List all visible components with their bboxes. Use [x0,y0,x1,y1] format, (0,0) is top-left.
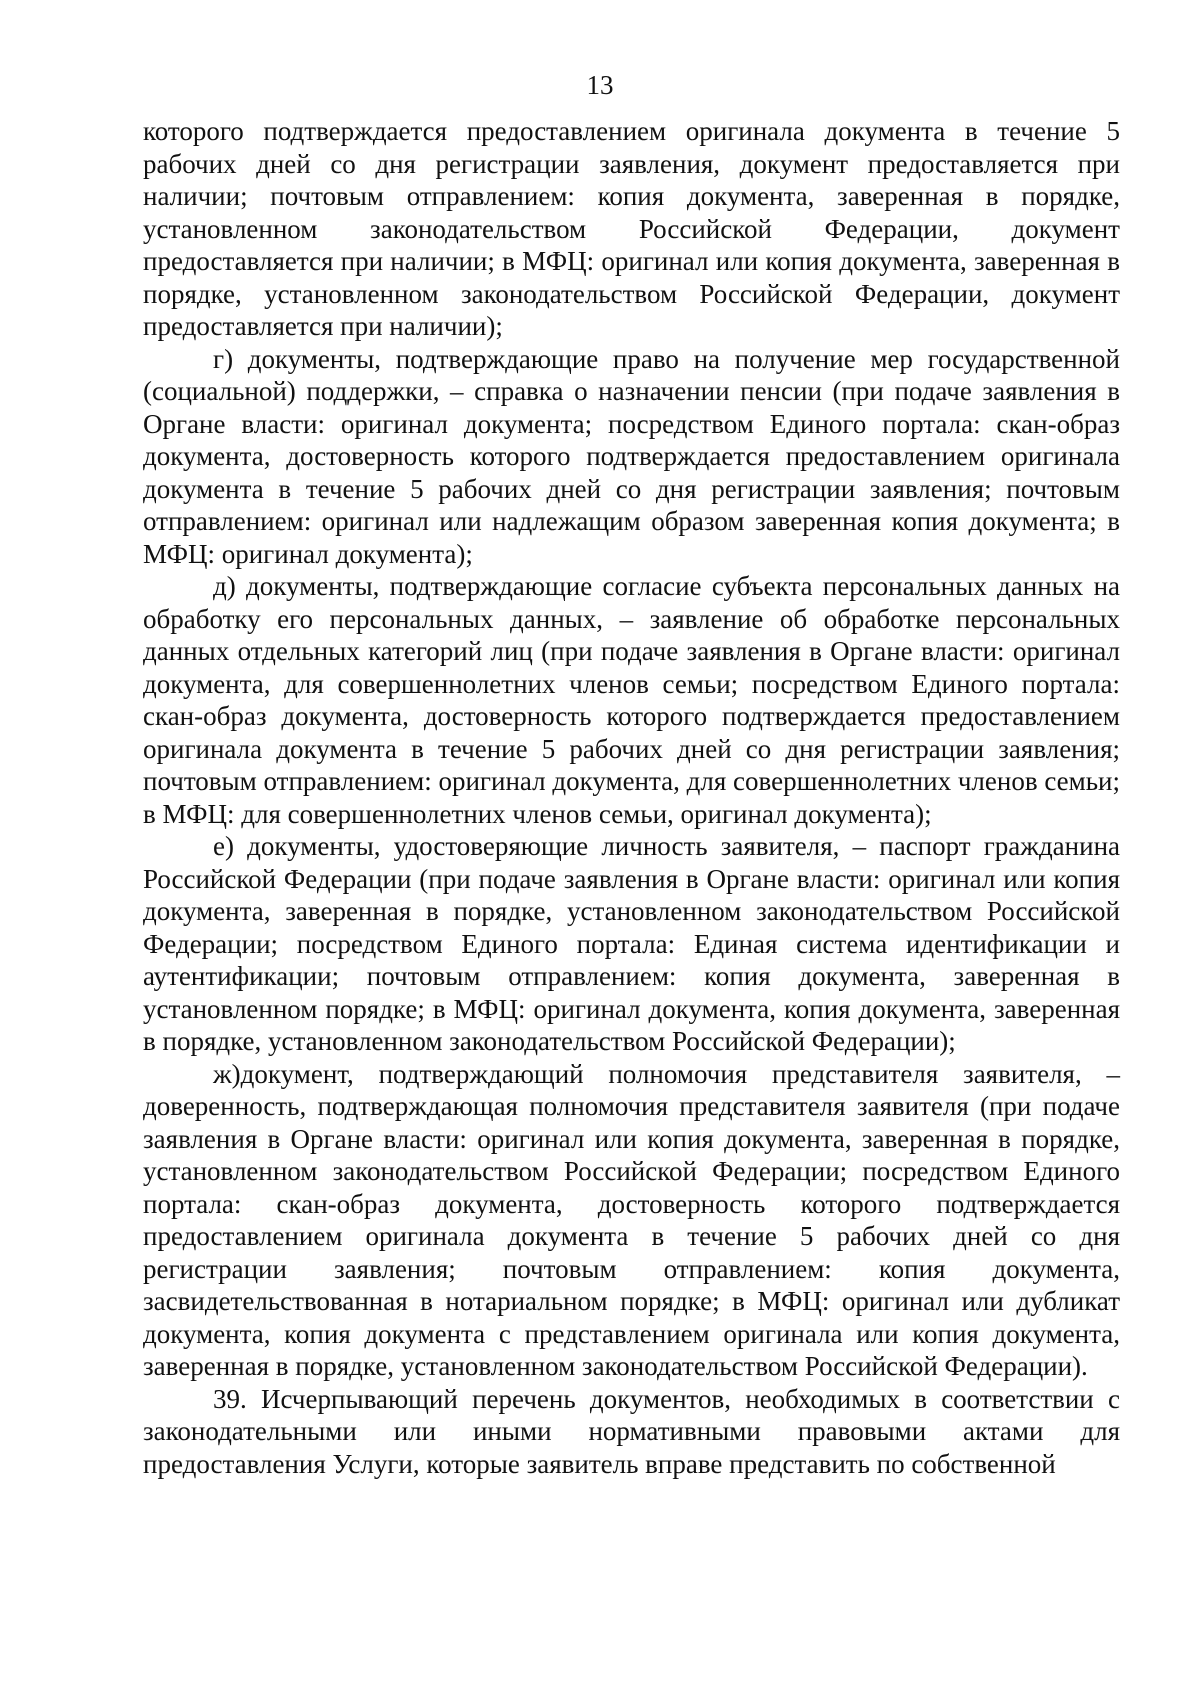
paragraph-continuation: которого подтверждается предоставлением оригинала документа в течение 5 рабочих дней со дня регистрации заявления, документ предоставляется при наличии; почтовым отправлением: копия документа, заверенная в порядке, установленном законодательством Российской Федерации, документ предоставляется при наличии; в МФЦ: оригинал или копия документа, заверенная в порядке, установленном законодательством Российской Федерации, документ предоставляется при наличии); [143,116,1120,341]
paragraph-item-g: г) документы, подтверждающие право на получение мер государственной (социальной) поддержки, – справка о назначении пенсии (при подаче заявления в Органе власти: оригинал документа; посредством Единого портала: скан-образ документа, достоверность которого подтверждается предоставлением оригинала документа в течение 5 рабочих дней со дня регистрации заявления; почтовым отправлением: оригинал или надлежащим образом заверенная копия документа; в МФЦ: оригинал документа); [143,343,1120,569]
paragraph-item-e: е) документы, удостоверяющие личность заявителя, – паспорт гражданина Российской Федерации (при подаче заявления в Органе власти: оригинал или копия документа, заверенная в порядке, установленном законодательством Российской Федерации; посредством Единого портала: Единая система идентификации и аутентификации; почтовым отправлением: копия документа, заверенная в установленном порядке; в МФЦ: оригинал документа, копия документа, заверенная в порядке, установленном законодательством Российской Федерации); [143,831,1120,1056]
paragraph-39: 39. Исчерпывающий перечень документов, необходимых в соответствии с законодательными или иными нормативными правовыми актами для предоставления Услуги, которые заявитель вправе представить по собственной [143,1383,1120,1479]
paragraph-item-zh: ж)документ, подтверждающий полномочия представителя заявителя, – доверенность, подтверждающая полномочия представителя заявителя (при подаче заявления в Органе власти: оригинал или копия документа, заверенная в порядке, установленном законодательством Российской Федерации; посредством Единого портала: скан-образ документа, достоверность которого подтверждается предоставлением оригинала документа в течение 5 рабочих дней со дня регистрации заявления; почтовым отправлением: копия документа, засвидетельствованная в нотариальном порядке; в МФЦ: оригинал или дубликат документа, копия документа с представлением оригинала или копия документа, заверенная в порядке, установленном законодательством Российской Федерации). [143,1058,1120,1381]
page-number: 13 [586,70,614,100]
paragraph-item-d: д) документы, подтверждающие согласие субъекта персональных данных на обработку его персональных данных, – заявление об обработке персональных данных отдельных категорий лиц (при подаче заявления в Органе власти: оригинал документа, для совершеннолетних членов семьи; посредством Единого портала: скан-образ документа, достоверность которого подтверждается предоставлением оригинала документа в течение 5 рабочих дней со дня регистрации заявления; почтовым отправлением: оригинал документа, для совершеннолетних членов семьи; в МФЦ: для совершеннолетних членов семьи, оригинал документа); [143,571,1120,829]
document-body [143,115,1120,1480]
